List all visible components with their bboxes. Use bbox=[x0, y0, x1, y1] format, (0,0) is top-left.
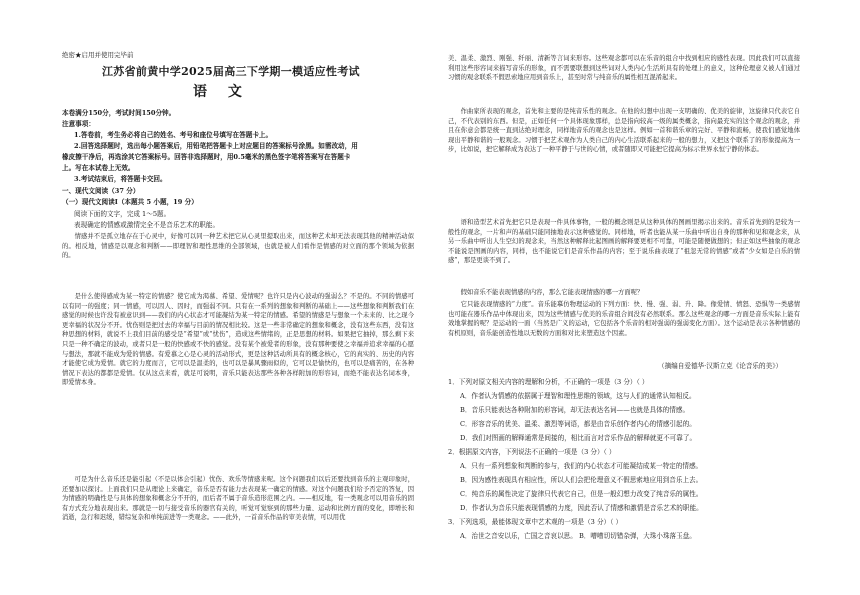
question-option: A．治世之音安以乐，亡国之音哀以思。 B．嘈嘈切切错杂弹，大珠小珠落玉盘。 bbox=[460, 532, 696, 540]
note-line: 1.答卷前，考生务必将自己的姓名、考号和座位号填写在答题卡上。 bbox=[74, 131, 273, 139]
passage-paragraph: 假如音乐不能表现情感的内容，那么它能表现情感的哪一方面呢？ bbox=[460, 289, 644, 296]
secret-line: 绝密★启用并使用完毕前 bbox=[62, 51, 134, 59]
question-option: C．形容音乐的优美、温柔、激烈等词语，都是由音乐创作者内心的情感引起的。 bbox=[460, 420, 696, 428]
note-line: 橡皮擦干净后，再选涂其它答案标号。回答非选择题时，用0.5毫米的黑色签字笔将答案写在答题卡 bbox=[62, 153, 351, 161]
notes-title: 注意事项： bbox=[62, 120, 95, 128]
passage-paragraph: 语和造型艺术首先把它只是表现一件具体事物，一般的概念则是从这种具体的图画里揭示出来的。音乐首先到的是较为一般性的观念，一片和声的基础只能同抽地表示这种感觉的。同样地，听者也能从某一乐曲中听出自身的那种和见和观念来，从另一乐曲中听出人生空幻的现念来，当然这种解释比起图画的解释要更相不可靠，可能是随便做想的；但正如这些抽象的观念不能说是图画的内容，同样，也不能说它们是音乐作品的内容；至于说乐曲表现了“祖忽无常的情感”或者“少女如是自乐的情感”，那是更谈不到了。 bbox=[448, 219, 800, 265]
question-option: D．作者认为音乐只能表现情感的力度，因此否认了情感和激情是音乐艺术的职能。 bbox=[460, 504, 703, 512]
question-stem: 3．下列选项，最能体现文章中艺术观的一项是（3 分）（ ） bbox=[448, 518, 623, 526]
question-option: B．音乐只能表达各种附加的形容词，却无法表达名词——也就是具体的情感。 bbox=[460, 406, 690, 414]
instruction-line: 阅读下面的文字，完成 1～5题。 bbox=[74, 210, 171, 218]
score-line: 本卷满分150分，考试时间150分钟。 bbox=[62, 109, 176, 117]
passage-paragraph: 美、温柔、激烈、刚强、纤丽、清新等言词来形容。这些观念都可以在乐音的组合中找到相应的感性表现。因此我们可以直接利用这些形容词来描写音乐的形象，而不需要联想到这些词对人类内心生活所具有的处理上的意义，这种伦理意义被人们通过习惯的观念联系不假思索地应用到音乐上，甚至时常与纯音乐的属性相互混淆起来。 bbox=[448, 55, 800, 82]
passage-paragraph: 作曲家所表现的观念，首先和主要的是纯音乐性的观念。在他的幻想中出现一支明确的、优美的旋律，这旋律只代表它自己，不代表别的东西。但是，正如任何一个具体现象那样，总是指向较高一级的属类概念，指向最充实的这个观念的观念，并且在你意会都是统一直到达绝对理念，同样地音乐的观念也是这样。例如一首和谐乐章的完好、平静和流畅，使我们感觉地体现出平静和谐的一般观念。习惯于把艺术观作为人类自己的内心生活联系起来的一般的想力，又把这个联系了的形象提高为一步，比如说，把它解释成为表达了一种平静于与世的心情，或者随即又可能把它提高为标示世界永恒宁静的体态。 bbox=[448, 108, 800, 154]
passage-paragraph: 它只能表现情感的“力度”。音乐能摹仿物理运动的下列方面：快、慢、强、弱、升、降。像爱情、愤怒、恐惧等一类感情也可能在器乐作品中体现出来，因为这些情感与优美的乐音组合间没有必然联系。那么这些观念的哪一方面是音乐实际上能有效地掌握的呢？是运动的一面（当然是广义的运动，它包括各个乐音的相对强弱的强弱变化方面）。这个运动是表示各种情感的有机原则，音乐能创造性地以无数的方面和对比来塑造这个因素。 bbox=[448, 301, 800, 337]
question-option: A．作者认为情感的依据属于理智和理性思维的领域，这与人们的通常认知相反。 bbox=[460, 392, 696, 400]
question-option: B．因为感性表现具有相应性，所以人们会把伦理意义不假思索地应用到音乐上去。 bbox=[460, 476, 703, 484]
school-title: 江苏省前黄中学2025届高三下学期一模适应性考试 bbox=[102, 65, 360, 78]
question-option: C．纯音乐的属性决定了旋律只代表它自己，但是一般幻想力改变了纯音乐的属性。 bbox=[460, 490, 703, 498]
question-stem: 1．下列对原文相关内容的理解和分析，不正确的一项是（3 分）（ ） bbox=[448, 378, 649, 386]
source-citation: （摘编自爱德华·汉斯立克《论音乐的美》） bbox=[658, 362, 783, 370]
question-option: D．我们对图画的解释通常是间接的，相比而言对音乐作品的解释就更不可靠了。 bbox=[460, 434, 697, 442]
question-option: A．只有一系列想象和判断的参与，我们的内心状态才可能凝结成某一特定的情感。 bbox=[460, 462, 703, 470]
section-title: 一、现代文阅读（37 分） bbox=[62, 187, 140, 195]
passage-paragraph: 是什么使得感成为某一特定的情感？使它成为渴慕、希望、爱情呢？也许只是内心波动的强弱么？不是的。不同的情感可以有同一的强度；同一情感，可以因人、因时，而强弱不同。只有在一系列的想象和判断的基础上——这些想象和判断我们在感觉的时候也许没有被意识到——我们的内心状态才可能凝结为某一特定的情感。希望的情感是与想象一个未来的、比之现今更幸福的状况分不开。忧伤则是把过去的幸福与目前的情况相比较。这是一些非常确定的想象和概念，没有这些东西，没有这种思想的材料，就说不上我们目前的感受是“希望”或“忧伤”，造成这些情绪的，正是思想的材料。如果把它抽掉，那么剩下来只是一种不确定的波动，或者只是一般的快感或不快的感觉。没有某个被爱者的形象，没有那种要使之幸福并追求幸福的心愿与想法，那就不能成为爱的情感。有爱慕之心是心灵的活动形式，更是这种活动所具有的概念核心，它的真实的、历史的内容才能使它成为爱情。就它的力度而言，它可以是温柔的，也可以是暴风骤雨似的，它可以是愉快的，也可以是痛苦的，在各种情况下表达的都都是爱情。仅从这点来看，就足可说明，音乐只能表达那些各种各样附加的形容词，而绝不能表达名词本身，即爱情本身。 bbox=[62, 293, 414, 387]
question-stem: 2．根据原文内容，下列说法不正确的一项是（3 分）（ ） bbox=[448, 448, 616, 456]
passage-first-line: 表现确定的情感或激情完全不是音乐艺术的职能。 bbox=[74, 221, 220, 229]
section-subtitle: （一）现代文阅读Ⅰ（本题共 5 小题，19 分） bbox=[62, 198, 198, 206]
passage-paragraph: 可是为什么音乐还是能引起（不是以体会引起）忧伤、欢乐等情感来呢。这个问题我们以后还要找到音乐的主观印象时，还要加以探讨。上面我们只是从理论上来确定，音乐是否有能力去表现某一确定的情感。对这个问题我们给予否定的答复，因为情感的明确性是与具体的想象和概念分不开的，而后者不属于音乐造形范围之内。——相反地，有一类观念可以用音乐的固有方式充分地表现出来。那就是一切与接受音乐的器官有关的，听觉可觉察到的那些力量、运动和比例方面的变化，即增长和消逝，急行和迟缓，错综复杂和单纯前进等一类观念。——此外，一首音乐作品的审美表情，可以用优 bbox=[62, 476, 414, 522]
passage-paragraph: 情感并不是孤立地存在于心灵中，好像可以同一种艺术把它从心灵里提取出来，而这种艺术却无法表现其他的精神活动似的。相反地，情感是以观念和判断——即理智和理性思维的全部领域，也就是被人们看作是情感的对立面的那个领域为依据的。 bbox=[62, 233, 414, 260]
subject-title: 语 文 bbox=[193, 84, 250, 100]
note-line: 2.回答选择题时，选出每小题答案后，用铅笔把答题卡上对应题目的答案标号涂黑。如需改动，用 bbox=[74, 142, 358, 150]
note-line: 3.考试结束后，将答题卡交回。 bbox=[74, 175, 167, 183]
note-line: 上。写在本试卷上无效。 bbox=[62, 164, 135, 172]
